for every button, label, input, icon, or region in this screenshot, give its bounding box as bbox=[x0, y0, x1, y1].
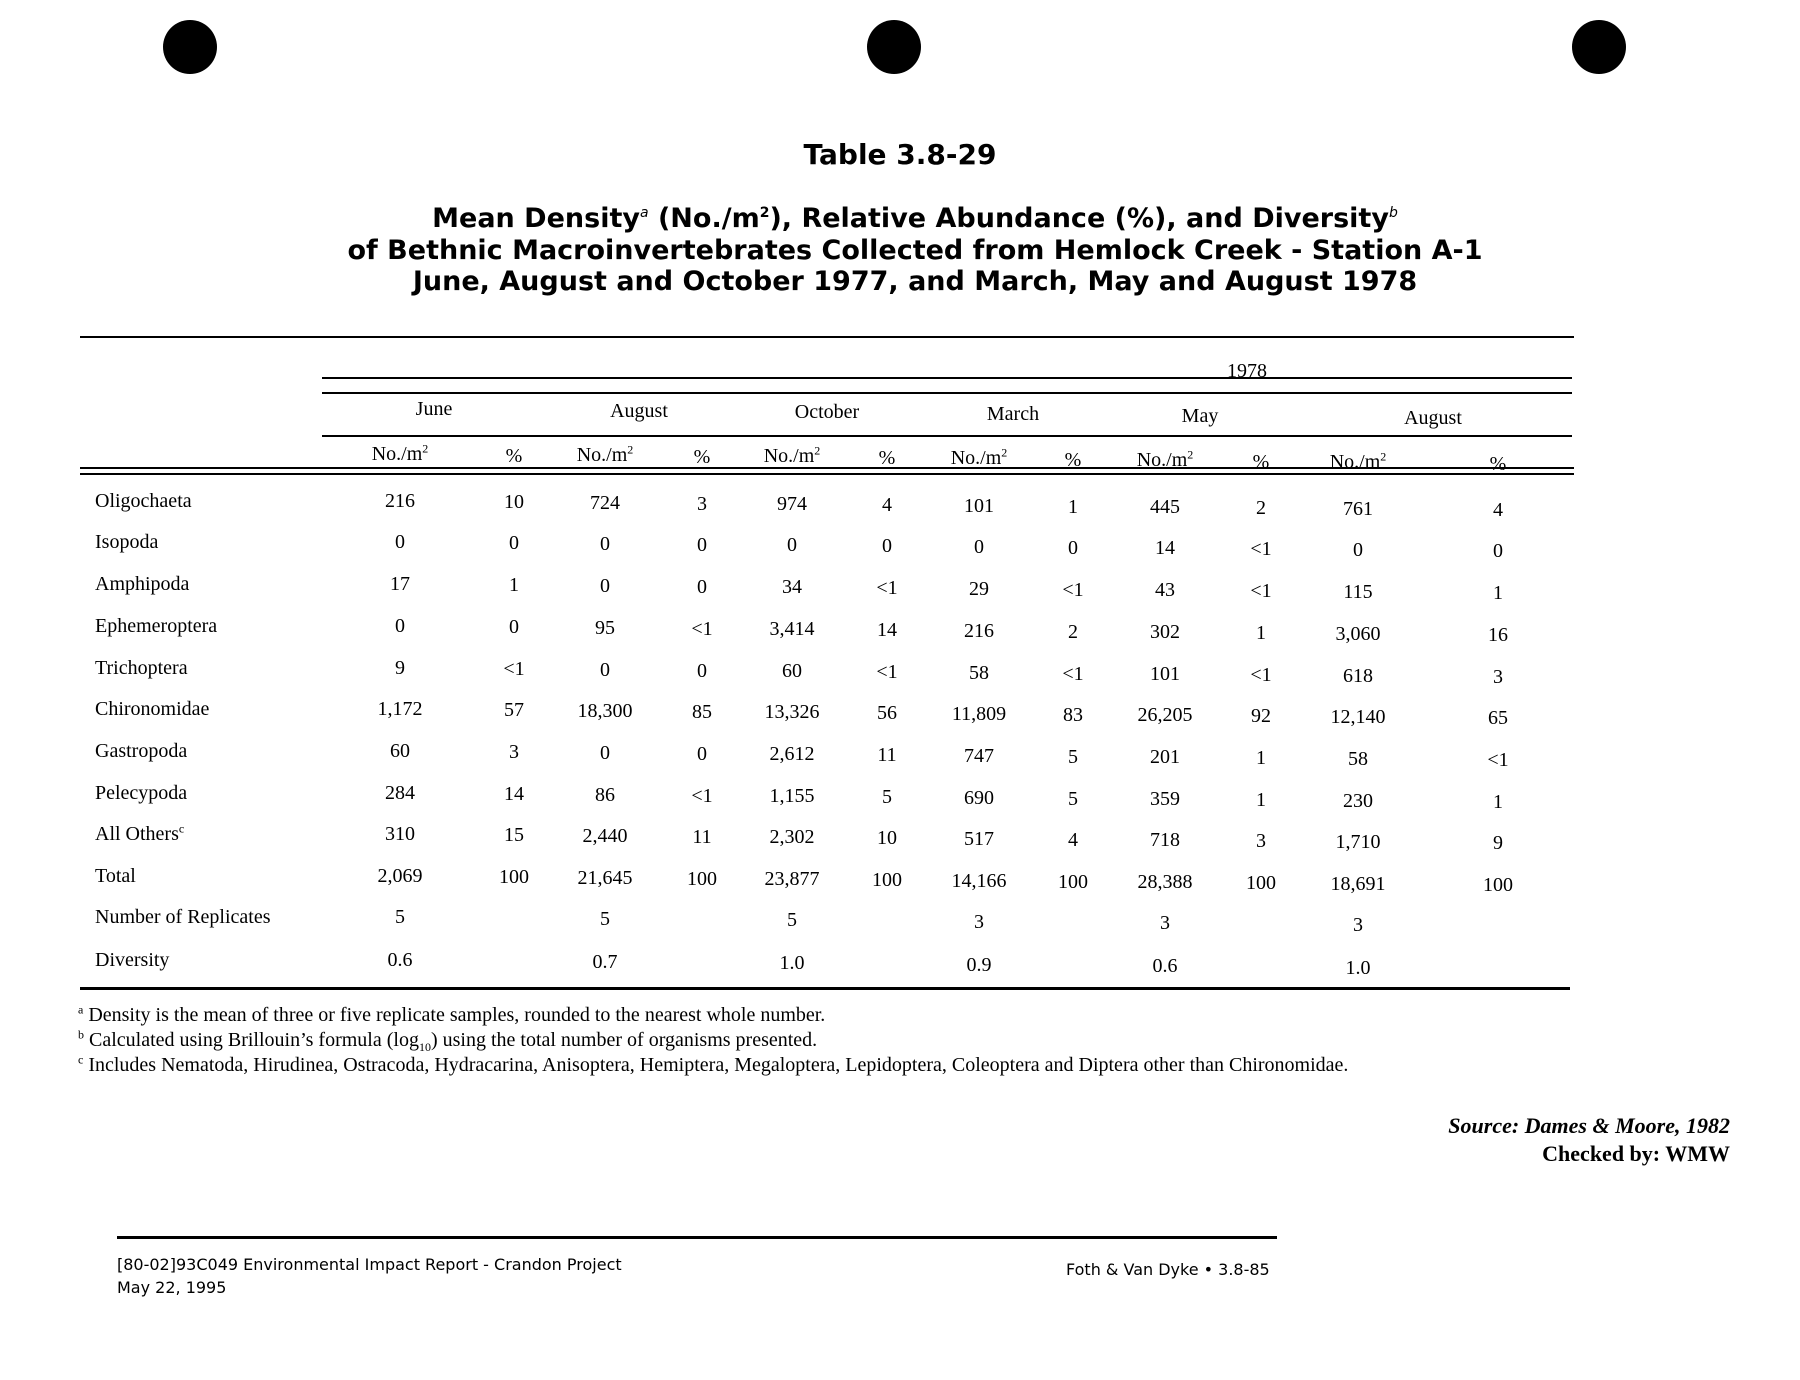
density-cell: 101 bbox=[964, 495, 994, 517]
density-cell: 18,300 bbox=[577, 700, 633, 722]
percent-cell: 65 bbox=[1488, 707, 1508, 729]
punch-hole-left bbox=[163, 20, 217, 74]
density-cell: 284 bbox=[385, 782, 415, 804]
subscript: 10 bbox=[418, 1040, 431, 1054]
row-label bbox=[95, 823, 184, 846]
title-line-1 bbox=[0, 203, 1800, 235]
percent-cell: <1 bbox=[691, 618, 713, 640]
density-cell: 12,140 bbox=[1330, 706, 1386, 728]
unit-text: No./m bbox=[1329, 451, 1381, 473]
percent-cell: 3 bbox=[697, 493, 707, 515]
punch-hole-center bbox=[867, 20, 921, 74]
footnote-text: Includes Nematoda, Hirudinea, Ostracoda, Hydracarina, Anisoptera, Hemiptera, Megaloptera, Lepidoptera, Coleoptera and Diptera other than Chironomidae. bbox=[88, 1054, 1349, 1076]
density-cell: 0 bbox=[395, 615, 405, 637]
percent-cell: 2 bbox=[1256, 497, 1266, 519]
percent-cell: 1 bbox=[1256, 747, 1266, 769]
footnote-text: ) using the total number of organisms presented. bbox=[430, 1029, 818, 1051]
percent-header: % bbox=[1252, 451, 1270, 473]
density-cell: 201 bbox=[1150, 746, 1180, 768]
density-cell: 3,414 bbox=[769, 618, 815, 640]
unit-text: No./m bbox=[576, 444, 628, 466]
density-cell: 724 bbox=[590, 492, 620, 514]
density-cell: 3,060 bbox=[1335, 623, 1381, 645]
percent-cell: 5 bbox=[882, 786, 892, 808]
unit-header bbox=[951, 447, 1008, 470]
density-cell: 60 bbox=[390, 740, 410, 762]
footer-doc-id: [80-02]93C049 Environmental Impact Report - Crandon Project bbox=[117, 1255, 622, 1274]
density-cell: 14,166 bbox=[951, 870, 1007, 892]
footer-rule bbox=[117, 1236, 1277, 1239]
density-cell: 21,645 bbox=[577, 867, 633, 889]
density-cell: 690 bbox=[964, 787, 994, 809]
percent-cell: <1 bbox=[1062, 579, 1084, 601]
percent-cell: 10 bbox=[504, 491, 524, 513]
percent-cell: 0 bbox=[697, 576, 707, 598]
density-cell: 29 bbox=[969, 578, 989, 600]
footnote-text: Calculated using Brillouin’s formula (log bbox=[89, 1029, 419, 1051]
footnote-mark: b bbox=[1388, 205, 1398, 221]
percent-cell: 16 bbox=[1488, 624, 1508, 646]
superscript: 2 bbox=[1380, 449, 1387, 464]
percent-cell: 0 bbox=[697, 743, 707, 765]
footnote-mark: a bbox=[639, 205, 649, 221]
percent-cell: 5 bbox=[1068, 788, 1078, 810]
percent-cell: <1 bbox=[1250, 664, 1272, 686]
density-cell: 517 bbox=[964, 828, 994, 850]
density-cell: 0 bbox=[600, 659, 610, 681]
row-label-text: Pelecypoda bbox=[95, 782, 188, 804]
percent-cell: 5 bbox=[1068, 746, 1078, 768]
percent-cell: 0 bbox=[697, 660, 707, 682]
percent-cell: 100 bbox=[1483, 874, 1513, 896]
percent-cell: 100 bbox=[687, 868, 717, 890]
percent-cell: <1 bbox=[1250, 580, 1272, 602]
replicates-cell: 3 bbox=[1353, 914, 1363, 936]
footnote-mark: c bbox=[78, 1052, 84, 1067]
row-label bbox=[95, 782, 187, 805]
row-label bbox=[95, 531, 158, 554]
replicates-cell: 3 bbox=[974, 911, 984, 933]
percent-cell: 1 bbox=[1068, 496, 1078, 518]
table-bottom-rule bbox=[80, 987, 1570, 990]
year-rule bbox=[322, 377, 1572, 379]
density-cell: 13,326 bbox=[764, 701, 820, 723]
percent-cell: 4 bbox=[1493, 499, 1503, 521]
percent-cell: <1 bbox=[1062, 663, 1084, 685]
checked-by: Checked by: WMW bbox=[1542, 1141, 1730, 1166]
density-cell: 2,302 bbox=[769, 826, 815, 848]
superscript: 2 bbox=[814, 443, 821, 458]
superscript: 2 bbox=[422, 441, 429, 456]
percent-cell: 4 bbox=[1068, 829, 1078, 851]
density-cell: 86 bbox=[595, 784, 615, 806]
unit-header bbox=[1137, 449, 1194, 472]
percent-cell: <1 bbox=[876, 661, 898, 683]
density-cell: 359 bbox=[1150, 788, 1180, 810]
density-cell: 445 bbox=[1150, 496, 1180, 518]
percent-cell: 0 bbox=[1068, 537, 1078, 559]
row-label-text: Trichoptera bbox=[95, 657, 188, 679]
density-cell: 1,155 bbox=[769, 785, 815, 807]
density-cell: 14 bbox=[1155, 537, 1175, 559]
percent-cell: <1 bbox=[876, 577, 898, 599]
density-cell: 95 bbox=[595, 617, 615, 639]
diversity-cell: 0.6 bbox=[387, 949, 413, 971]
title-text: ), Relative Abundance (%), and Diversity bbox=[769, 203, 1389, 234]
percent-cell: 1 bbox=[1256, 622, 1266, 644]
unit-header bbox=[372, 443, 429, 466]
density-cell: 9 bbox=[395, 657, 405, 679]
row-label-text: Oligochaeta bbox=[95, 490, 192, 512]
percent-cell: <1 bbox=[1250, 538, 1272, 560]
percent-cell: 0 bbox=[1493, 540, 1503, 562]
title-text: Mean Density bbox=[432, 203, 640, 234]
row-label-text: Chironomidae bbox=[95, 698, 210, 720]
row-label bbox=[95, 490, 192, 513]
row-label-text: All Others bbox=[95, 823, 179, 845]
title-text: (No./m bbox=[648, 203, 760, 234]
row-label bbox=[95, 698, 209, 721]
row-label bbox=[95, 740, 187, 763]
unit-text: No./m bbox=[371, 443, 423, 465]
row-label: Number of Replicates bbox=[95, 906, 271, 928]
percent-header: % bbox=[1064, 449, 1082, 471]
title-line-3: June, August and October 1977, and March, May and August 1978 bbox=[412, 266, 1418, 298]
density-cell: 216 bbox=[964, 620, 994, 642]
density-cell: 17 bbox=[390, 573, 410, 595]
row-label bbox=[95, 657, 188, 680]
percent-cell: 57 bbox=[504, 699, 524, 721]
diversity-cell: 0.7 bbox=[592, 951, 618, 973]
row-label: Diversity bbox=[95, 949, 170, 971]
percent-cell: 0 bbox=[509, 616, 519, 638]
punch-hole-right bbox=[1572, 20, 1626, 74]
footer-firm-page: Foth & Van Dyke • 3.8-85 bbox=[1066, 1260, 1270, 1279]
month-header: August bbox=[610, 400, 668, 422]
unit-header bbox=[1330, 451, 1387, 474]
density-cell: 0 bbox=[787, 534, 797, 556]
year-under-rule bbox=[322, 392, 1572, 394]
density-cell: 761 bbox=[1343, 498, 1373, 520]
density-cell: 230 bbox=[1343, 790, 1373, 812]
percent-header: % bbox=[1489, 453, 1507, 475]
density-cell: 23,877 bbox=[764, 868, 820, 890]
month-header: June bbox=[415, 398, 453, 420]
percent-cell: 3 bbox=[1493, 666, 1503, 688]
source-citation: Source: Dames & Moore, 1982 bbox=[1448, 1113, 1730, 1138]
title-line-2: of Bethnic Macroinvertebrates Collected from Hemlock Creek - Station A-1 bbox=[347, 234, 1483, 266]
density-cell: 310 bbox=[385, 823, 415, 845]
diversity-cell: 0.6 bbox=[1152, 955, 1178, 977]
row-label-text: Amphipoda bbox=[95, 573, 190, 595]
month-rule bbox=[322, 435, 1572, 437]
superscript: 2 bbox=[1187, 447, 1194, 462]
density-cell: 58 bbox=[969, 662, 989, 684]
month-header: May bbox=[1181, 405, 1219, 427]
unit-header bbox=[577, 444, 634, 467]
density-cell: 2,069 bbox=[377, 865, 423, 887]
density-cell: 101 bbox=[1150, 663, 1180, 685]
percent-cell: 100 bbox=[872, 869, 902, 891]
replicates-cell: 5 bbox=[395, 906, 405, 928]
row-label-text: Isopoda bbox=[95, 531, 159, 553]
footnote-mark: a bbox=[78, 1002, 84, 1017]
density-cell: 302 bbox=[1150, 621, 1180, 643]
footer-date: May 22, 1995 bbox=[117, 1278, 227, 1297]
density-cell: 216 bbox=[385, 490, 415, 512]
percent-cell: 0 bbox=[509, 532, 519, 554]
row-label bbox=[95, 865, 136, 888]
footnote-b bbox=[78, 1029, 817, 1052]
percent-cell: <1 bbox=[691, 785, 713, 807]
percent-cell: 10 bbox=[877, 827, 897, 849]
percent-cell: 14 bbox=[504, 783, 524, 805]
percent-cell: 85 bbox=[692, 701, 712, 723]
percent-cell: 1 bbox=[1493, 582, 1503, 604]
row-label-text: Total bbox=[95, 865, 136, 887]
percent-cell: 15 bbox=[504, 824, 524, 846]
diversity-cell: 1.0 bbox=[779, 952, 805, 974]
unit-text: No./m bbox=[950, 447, 1002, 469]
footnote-a bbox=[78, 1004, 825, 1027]
row-label-text: Gastropoda bbox=[95, 740, 188, 762]
percent-cell: 100 bbox=[1058, 871, 1088, 893]
density-cell: 26,205 bbox=[1137, 704, 1193, 726]
percent-cell: 11 bbox=[877, 744, 897, 766]
density-cell: 618 bbox=[1343, 665, 1373, 687]
unit-text: No./m bbox=[763, 445, 815, 467]
percent-header: % bbox=[878, 447, 896, 469]
percent-cell: 1 bbox=[509, 574, 519, 596]
percent-cell: 9 bbox=[1493, 832, 1503, 854]
month-header: March bbox=[986, 403, 1040, 425]
unit-text: No./m bbox=[1136, 449, 1188, 471]
row-label bbox=[95, 615, 217, 638]
replicates-cell: 5 bbox=[600, 908, 610, 930]
table-number: Table 3.8-29 bbox=[803, 138, 997, 171]
percent-cell: 11 bbox=[692, 826, 712, 848]
footnote-c bbox=[78, 1054, 1348, 1077]
density-cell: 0 bbox=[600, 575, 610, 597]
density-cell: 0 bbox=[974, 536, 984, 558]
percent-header: % bbox=[693, 446, 711, 468]
density-cell: 28,388 bbox=[1137, 871, 1193, 893]
row-label bbox=[95, 573, 189, 596]
percent-cell: 83 bbox=[1063, 704, 1083, 726]
density-cell: 115 bbox=[1343, 581, 1373, 603]
month-header: August bbox=[1404, 407, 1462, 429]
month-header: October bbox=[794, 401, 860, 423]
density-cell: 2,612 bbox=[769, 743, 815, 765]
density-cell: 0 bbox=[600, 742, 610, 764]
superscript: 2 bbox=[759, 205, 770, 221]
diversity-cell: 1.0 bbox=[1345, 957, 1371, 979]
year-header: 1978 bbox=[1227, 360, 1267, 382]
footnote-mark: c bbox=[178, 821, 185, 836]
density-cell: 1,172 bbox=[377, 698, 423, 720]
density-cell: 58 bbox=[1348, 748, 1368, 770]
density-cell: 1,710 bbox=[1335, 831, 1381, 853]
percent-cell: 4 bbox=[882, 494, 892, 516]
percent-cell: 0 bbox=[697, 534, 707, 556]
table-top-rule bbox=[80, 336, 1574, 338]
density-cell: 2,440 bbox=[582, 825, 628, 847]
row-label-text: Ephemeroptera bbox=[95, 615, 218, 637]
percent-cell: 14 bbox=[877, 619, 897, 641]
diversity-cell: 0.9 bbox=[966, 954, 992, 976]
percent-cell: <1 bbox=[503, 658, 525, 680]
density-cell: 0 bbox=[600, 533, 610, 555]
density-cell: 34 bbox=[782, 576, 802, 598]
percent-cell: 92 bbox=[1251, 705, 1271, 727]
footnote-text: Density is the mean of three or five replicate samples, rounded to the nearest whole number. bbox=[88, 1004, 826, 1026]
density-cell: 718 bbox=[1150, 829, 1180, 851]
density-cell: 43 bbox=[1155, 579, 1175, 601]
unit-header bbox=[764, 445, 821, 468]
superscript: 2 bbox=[627, 442, 634, 457]
replicates-cell: 3 bbox=[1160, 912, 1170, 934]
density-cell: 0 bbox=[395, 531, 405, 553]
percent-header: % bbox=[505, 445, 523, 467]
superscript: 2 bbox=[1001, 445, 1008, 460]
density-cell: 60 bbox=[782, 660, 802, 682]
percent-cell: 100 bbox=[499, 866, 529, 888]
percent-cell: 3 bbox=[509, 741, 519, 763]
percent-cell: 56 bbox=[877, 702, 897, 724]
percent-cell: 100 bbox=[1246, 872, 1276, 894]
density-cell: 18,691 bbox=[1330, 873, 1386, 895]
density-cell: 0 bbox=[1353, 539, 1363, 561]
replicates-cell: 5 bbox=[787, 909, 797, 931]
percent-cell: 1 bbox=[1493, 791, 1503, 813]
density-cell: 11,809 bbox=[951, 703, 1007, 725]
percent-cell: 1 bbox=[1256, 789, 1266, 811]
density-cell: 747 bbox=[964, 745, 994, 767]
percent-cell: 3 bbox=[1256, 830, 1266, 852]
table-title bbox=[0, 203, 1800, 298]
percent-cell: 0 bbox=[882, 535, 892, 557]
percent-cell: 2 bbox=[1068, 621, 1078, 643]
density-cell: 974 bbox=[777, 493, 807, 515]
percent-cell: <1 bbox=[1487, 749, 1509, 771]
footnote-mark: b bbox=[78, 1027, 84, 1042]
